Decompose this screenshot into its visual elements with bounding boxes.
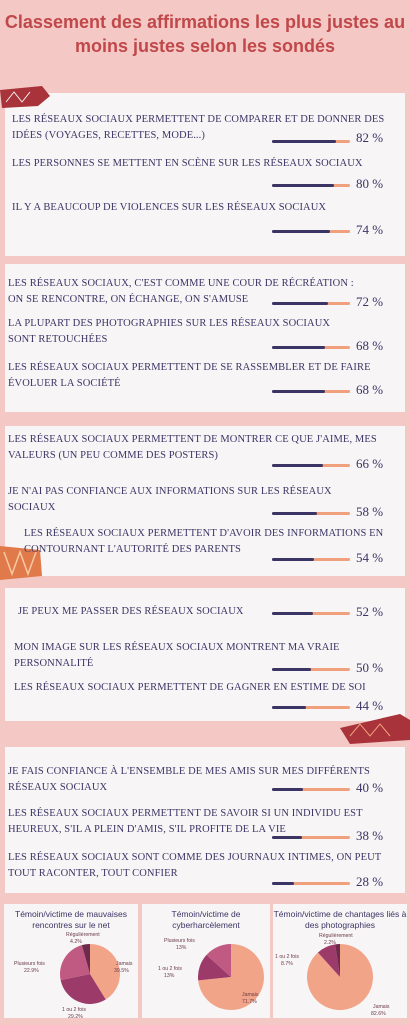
bar-track bbox=[272, 512, 350, 515]
slice-label-1ou2-value: 8.7% bbox=[281, 961, 293, 967]
slice-label-1ou2-name: 1 ou 2 fois bbox=[62, 1007, 86, 1013]
statement-label: LES RÉSEAUX SOCIAUX PERMETTENT DE GAGNER EN ESTIME DE SOI bbox=[14, 682, 366, 693]
bar-track bbox=[272, 706, 350, 709]
slice-label-jamais-value: 82.6% bbox=[371, 1011, 386, 1017]
slice-label-jamais-name: Jamais bbox=[373, 1004, 390, 1010]
percent-label: 68 % bbox=[356, 382, 384, 397]
statement-label: IL Y A BEAUCOUP DE VIOLENCES SUR LES RÉSEAUX SOCIAUX bbox=[12, 202, 327, 213]
percent-label: 74 % bbox=[356, 222, 384, 237]
bar-fill bbox=[272, 558, 314, 561]
statement-label: LES RÉSEAUX SOCIAUX PERMETTENT D'AVOIR DES INFORMATIONS EN CONTOURNANT L'AUTORITÉ DES PARENTS bbox=[24, 528, 384, 555]
slice-label-1ou2-value: 13% bbox=[164, 973, 175, 979]
statement-label: LES RÉSEAUX SOCIAUX PERMETTENT DE SE RASSEMBLER ET DE FAIRE ÉVOLUER LA SOCIÉTÉ bbox=[8, 362, 371, 389]
bar-track bbox=[272, 302, 350, 305]
slice-label-1ou2-name: 1 ou 2 fois bbox=[275, 954, 299, 960]
statement-label: LES RÉSEAUX SOCIAUX PERMETTENT DE COMPARER ET DE DONNER DES IDÉES (VOYAGES, RECETTES, MODE...) bbox=[12, 114, 385, 141]
page-title: Classement des affirmations les plus justes au moins justes selon les sondés bbox=[4, 12, 406, 56]
statement-label: LES RÉSEAUX SOCIAUX, C'EST COMME UNE COUR DE RÉCRÉATION : ON SE RENCONTRE, ON ÉCHANGE, ON S'AMUSE bbox=[8, 278, 354, 305]
pie-title: Témoin/victime de chantages liés à des photographies bbox=[273, 909, 407, 930]
statement-label: MON IMAGE SUR LES RÉSEAUX SOCIAUX MONTRENT MA VRAIE PERSONNALITÉ bbox=[14, 642, 340, 669]
slice-label-regulierement-name: Régulièrement bbox=[66, 932, 100, 938]
pie-title: Témoin/victime de cyberharcèlement bbox=[171, 909, 241, 930]
bar-fill bbox=[272, 184, 334, 187]
bar-fill bbox=[272, 346, 325, 349]
red-brush-decoration bbox=[0, 86, 50, 108]
slice-label-regulierement-value: 2.2% bbox=[324, 940, 336, 946]
bar-fill bbox=[272, 464, 323, 467]
bar-fill bbox=[272, 836, 302, 839]
percent-label: 28 % bbox=[356, 874, 384, 889]
statement-label: JE N'AI PAS CONFIANCE AUX INFORMATIONS SUR LES RÉSEAUX SOCIAUX bbox=[8, 486, 332, 513]
percent-label: 80 % bbox=[356, 176, 384, 191]
percent-label: 44 % bbox=[356, 698, 384, 713]
bar-track bbox=[272, 668, 350, 671]
slice-label-jamais-value: 39.5% bbox=[114, 968, 129, 974]
bar-fill bbox=[272, 612, 313, 615]
bar-fill bbox=[272, 788, 303, 791]
bar-fill bbox=[272, 512, 317, 515]
percent-label: 72 % bbox=[356, 294, 384, 309]
bar-track bbox=[272, 836, 350, 839]
bar-track bbox=[272, 612, 350, 615]
bar-fill bbox=[272, 668, 311, 671]
pie-card-cyberharcelement bbox=[142, 904, 270, 1018]
slice-label-1ou2-name: 1 ou 2 fois bbox=[158, 966, 182, 972]
bar-track bbox=[272, 882, 350, 885]
slice-label-1ou2-value: 29.2% bbox=[68, 1014, 83, 1020]
percent-label: 82 % bbox=[356, 130, 384, 145]
slice-label-regulierement-value: 4.2% bbox=[70, 939, 82, 945]
bar-fill bbox=[272, 882, 294, 885]
bar-track bbox=[272, 464, 350, 467]
percent-label: 52 % bbox=[356, 604, 384, 619]
pie-card-rencontres bbox=[4, 904, 138, 1018]
bar-track bbox=[272, 788, 350, 791]
percent-label: 58 % bbox=[356, 504, 384, 519]
statement-label: LES RÉSEAUX SOCIAUX PERMETTENT DE MONTRER CE QUE J'AIME, MES VALEURS (UN PEU COMME DES POSTERS) bbox=[8, 434, 377, 461]
slice-label-jamais-name: Jamais bbox=[116, 961, 133, 967]
bar-fill bbox=[272, 390, 325, 393]
percent-label: 68 % bbox=[356, 338, 384, 353]
slice-label-jamais-value: 71.7% bbox=[242, 999, 257, 1005]
slice-label-jamais-name: Jamais bbox=[242, 992, 259, 998]
pie-chart-chantages bbox=[307, 944, 373, 1010]
bar-track bbox=[272, 346, 350, 349]
bar-fill bbox=[272, 230, 330, 233]
percent-label: 66 % bbox=[356, 456, 384, 471]
slice-label-plusieurs-value: 13% bbox=[176, 945, 187, 951]
bar-track bbox=[272, 140, 350, 143]
statement-label: LES RÉSEAUX SOCIAUX PERMETTENT DE SAVOIR SI UN INDIVIDU EST HEUREUX, S'IL A PLEIN D'AMIS, S'IL PROFITE DE LA VIE bbox=[8, 808, 363, 835]
bar-fill bbox=[272, 140, 336, 143]
statement-label: JE FAIS CONFIANCE À L'ENSEMBLE DE MES AMIS SUR MES DIFFÉRENTS RÉSEAUX SOCIAUX bbox=[8, 766, 370, 793]
percent-label: 38 % bbox=[356, 828, 384, 843]
bar-track bbox=[272, 390, 350, 393]
bar-track bbox=[272, 230, 350, 233]
percent-label: 40 % bbox=[356, 780, 384, 795]
bar-track bbox=[272, 558, 350, 561]
percent-label: 54 % bbox=[356, 550, 384, 565]
percent-label: 50 % bbox=[356, 660, 384, 675]
slice-label-plusieurs-name: Plusieurs fois bbox=[164, 938, 195, 944]
pie-card-chantages bbox=[273, 904, 407, 1018]
pie-title: Témoin/victime de mauvaises rencontres sur le net bbox=[15, 909, 127, 930]
statement-label: LES RÉSEAUX SOCIAUX SONT COMME DES JOURNAUX INTIMES, ON PEUT TOUT RACONTER, TOUT CONFIER bbox=[8, 852, 382, 879]
slice-label-regulierement-name: Régulièrement bbox=[319, 933, 353, 939]
bar-fill bbox=[272, 302, 328, 305]
pie-chart-rencontres bbox=[60, 944, 120, 1004]
statement-label: LES PERSONNES SE METTENT EN SCÈNE SUR LES RÉSEAUX SOCIAUX bbox=[12, 158, 363, 169]
bar-fill bbox=[272, 706, 306, 709]
slice-label-plusieurs-value: 22.9% bbox=[24, 968, 39, 974]
statement-label: LA PLUPART DES PHOTOGRAPHIES SUR LES RÉSEAUX SOCIAUX SONT RETOUCHÉES bbox=[8, 318, 331, 345]
bar-track bbox=[272, 184, 350, 187]
statement-label: JE PEUX ME PASSER DES RÉSEAUX SOCIAUX bbox=[18, 606, 244, 617]
slice-label-plusieurs-name: Plusieurs fois bbox=[14, 961, 45, 967]
red-brush-decoration-right bbox=[340, 714, 410, 744]
